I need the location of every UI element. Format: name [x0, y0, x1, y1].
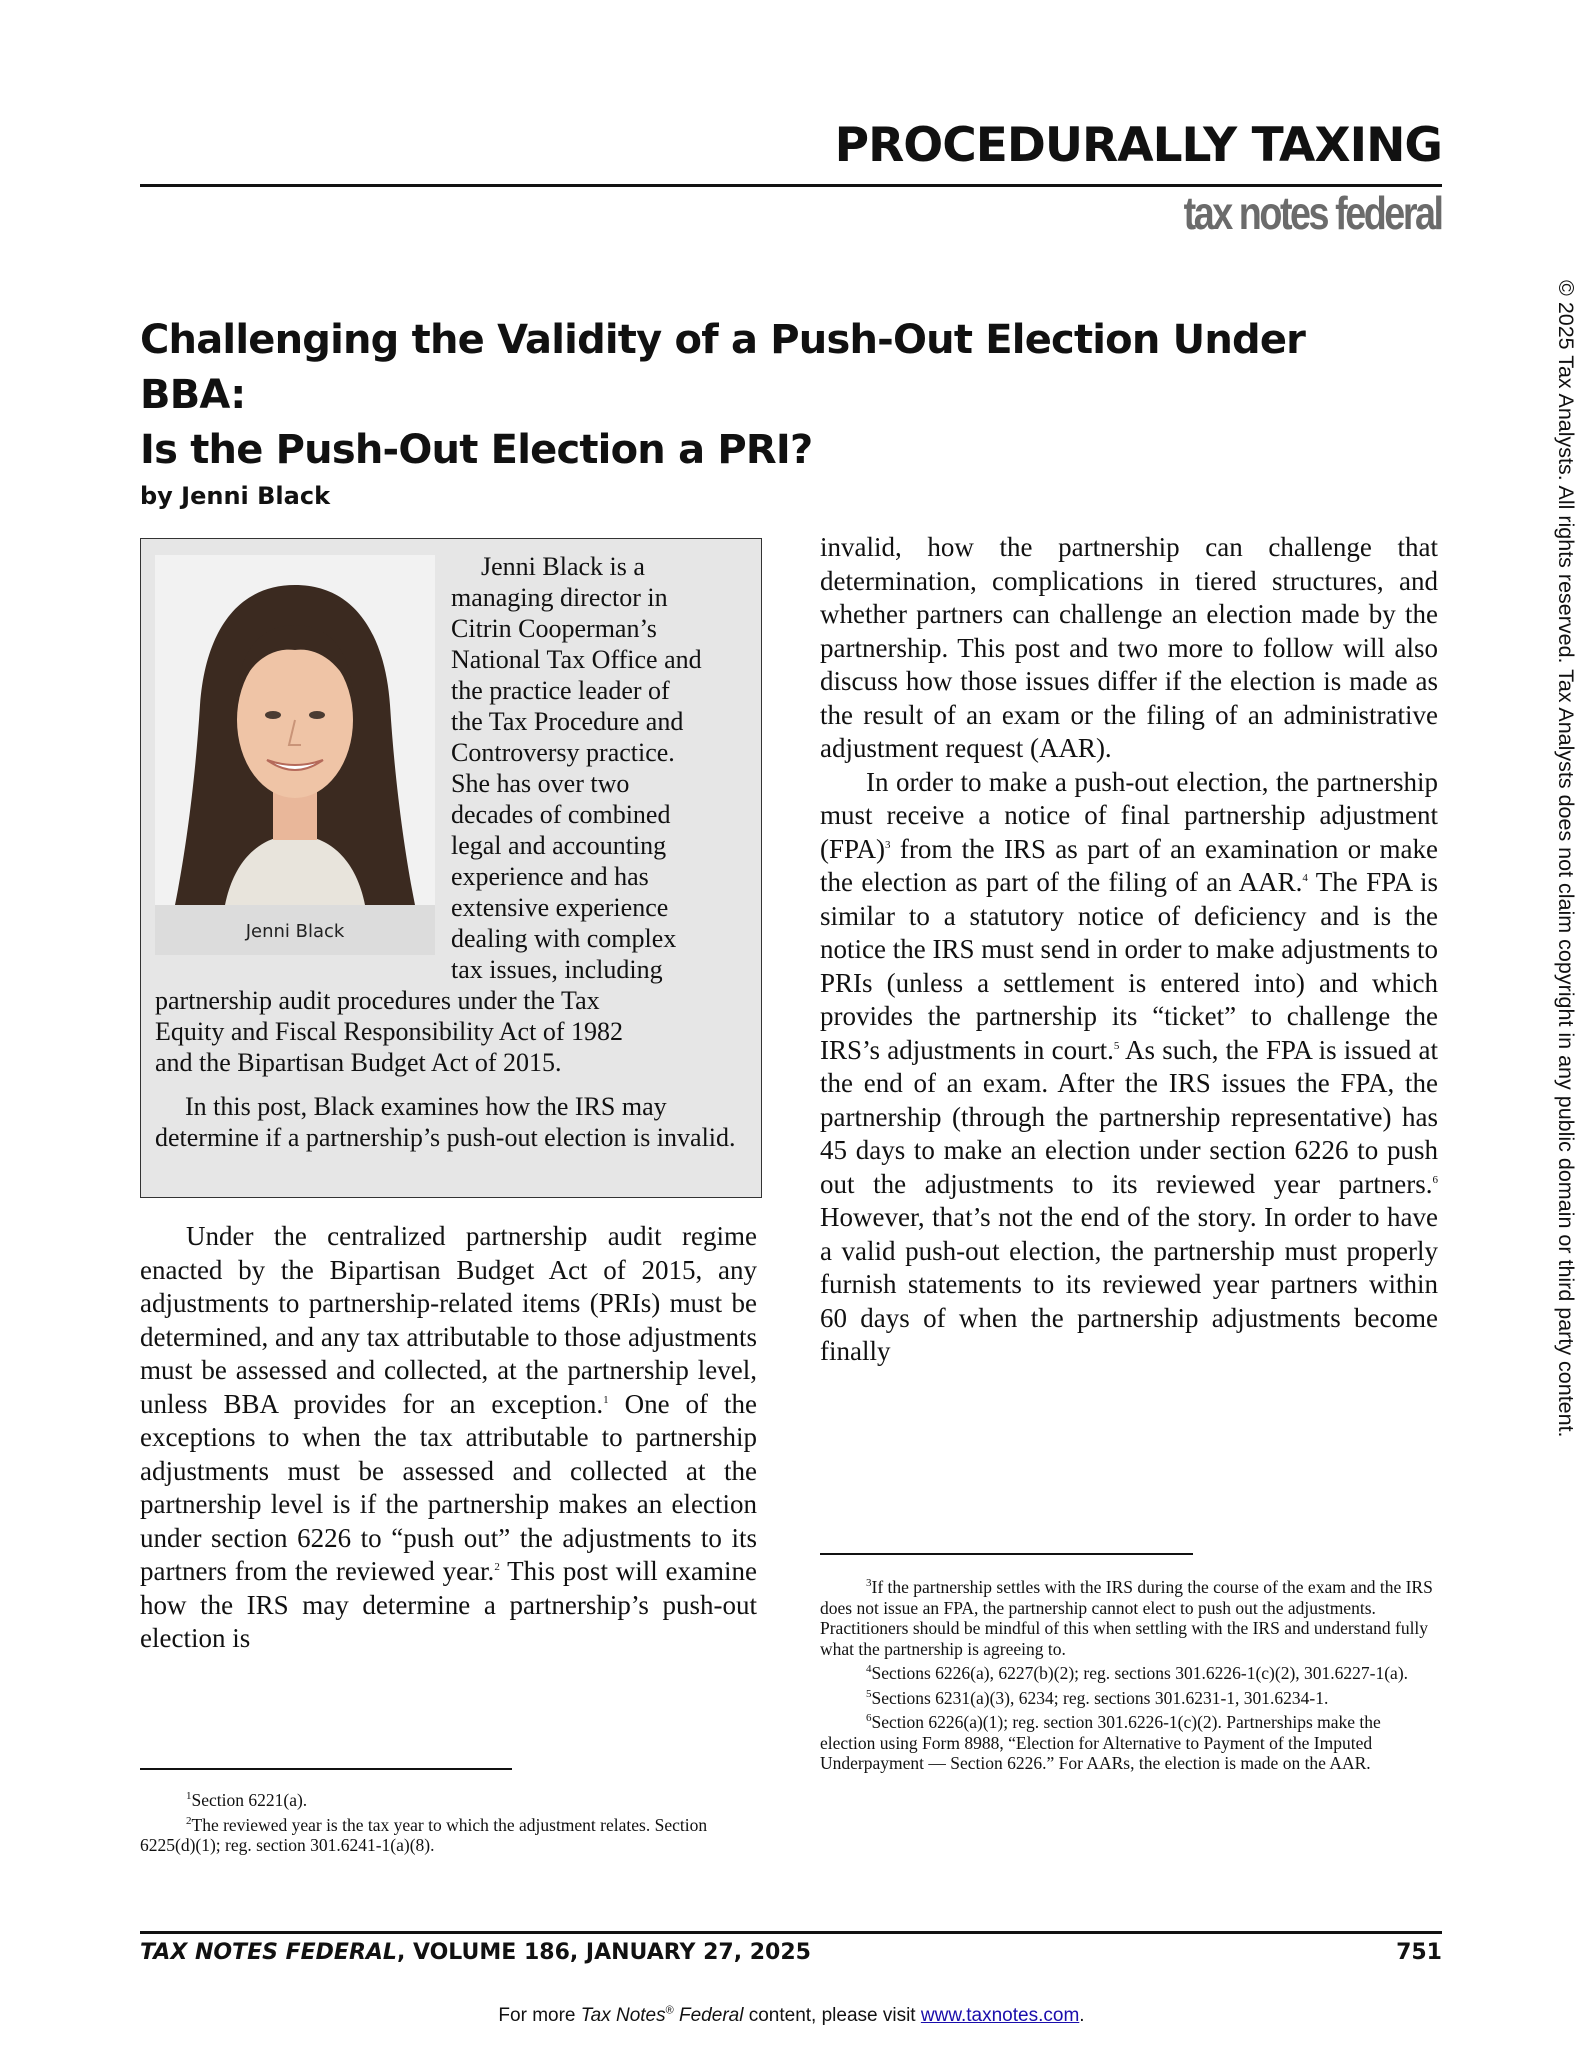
footer-rule [140, 1931, 1442, 1934]
footnote: $^6$Section 6226(a)(1); reg. section 301.6226-1(c)(2). Partnerships make the election using Form 8988, “Election for Alternative to Payment of the Imputed Underpayment — Section 6226.” For AARs, the election is made on the AAR. [820, 1712, 1381, 1773]
bio-line: legal and accounting [451, 831, 667, 860]
bio-line: experience and has [451, 862, 649, 891]
article-headline [140, 313, 1380, 478]
footnote: $^4$Sections 6226(a), 6227(b)(2); reg. sections 301.6226-1(c)(2), 301.6227-1(a). [866, 1663, 1409, 1683]
footnote: $^1$Section 6221(a). [186, 1790, 308, 1810]
copyright-notice: © 2025 Tax Analysts. All rights reserved. Tax Analysts does not claim copyright in any public domain or third party content. [1554, 280, 1578, 1438]
footnote-rule [820, 1553, 1193, 1555]
bio-line: Citrin Cooperman’s [451, 614, 657, 643]
body-paragraph: Under the centralized partnership audit regime enacted by the Bipartisan Budget Act of 2015, any adjustments to partnership-related items (PRIs) must be determined, and any tax attributable to those adjustments must be assessed and collected, at the partnership level, unless BBA provides for an exception.$^1$ One of the exceptions to when the tax attributable to partnership adjustments must be assessed and collected at the partnership level is if the partnership makes an election under section 6226 to “push out” the adjustments to its partners from the reviewed year.$^2$ This post will examine how the IRS may determine a partnership’s push-out election is [140, 1221, 758, 1653]
author-bio-box [140, 538, 762, 1198]
bio-line: She has over two [451, 769, 630, 798]
visit-notice: For more Tax Notes® Federal content, please visit www.taxnotes.com. [498, 2004, 1085, 2026]
author-bio-continued [155, 985, 751, 1078]
footnote: $^3$If the partnership settles with the IRS during the course of the exam and the IRS does not issue an FPA, the partnership cannot elect to push out the adjustments. Practitioners should be mindful of this when settling with the IRS and understand fully what the partnership is agreeing to. [820, 1577, 1433, 1659]
author-bio-text [451, 551, 751, 985]
headline-line-2: Is the Push-Out Election a PRI? [140, 427, 813, 473]
footnote-ref: 2 [494, 1561, 500, 1573]
bio-line: Equity and Fiscal Responsibility Act of 1982 [155, 1017, 623, 1046]
photo-caption: Jenni Black [245, 921, 345, 942]
footnote: $^2$The reviewed year is the tax year to which the adjustment relates. Section 6225(d)(1); reg. section 301.6241-1(a)(8). [140, 1814, 708, 1855]
footnotes-left [140, 1790, 757, 1860]
taxnotes-link[interactable]: www.taxnotes.com [920, 2005, 1080, 2026]
footnotes-right [820, 1577, 1438, 1778]
bio-line: the practice leader of [451, 676, 670, 705]
issue-details: , VOLUME 186, JANUARY 27, 2025 [396, 1940, 811, 1965]
bio-line: and the Bipartisan Budget Act of 2015. [155, 1048, 562, 1077]
bio-line: tax issues, including [451, 955, 663, 984]
article-summary: In this post, Black examines how the IRS may determine if a partnership’s push-out election is invalid. [155, 1092, 736, 1152]
body-left-column [140, 1220, 757, 1656]
footnote-ref: 4 [1302, 872, 1308, 884]
footnote-rule [140, 1768, 512, 1770]
page-number: 751 [1396, 1940, 1442, 1965]
brand-logo: tax notes federal [1184, 187, 1442, 239]
section-title: PROCEDURALLY TAXING [834, 118, 1442, 173]
body-paragraph: invalid, how the partnership can challenge that determination, complications in tiered structures, and whether partners can challenge an election made by the partnership. This post and two more to follow will also discuss how those issues differ if the election is made as the result of an exam or the filing of an administrative adjustment request (AAR). [820, 532, 1438, 763]
bio-line: the Tax Procedure and [451, 707, 684, 736]
bio-line: managing director in [451, 583, 668, 612]
bio-line: partnership audit procedures under the Tax [155, 986, 600, 1015]
bio-line: decades of combined [451, 800, 671, 829]
headline-line-1: Challenging the Validity of a Push-Out Election Under BBA: [140, 317, 1306, 418]
footnote-ref: 3 [885, 838, 891, 851]
footnote: $^5$Sections 6231(a)(3), 6234; reg. sections 301.6231-1, 301.6234-1. [866, 1687, 1329, 1708]
footer-issue-info [140, 1940, 811, 1965]
body-right-column [820, 531, 1438, 1369]
bio-line: National Tax Office and [451, 645, 702, 674]
footnote-ref: 1 [603, 1393, 609, 1406]
bio-line: Controversy practice. [451, 738, 675, 767]
footnote-ref: 5 [1113, 1039, 1120, 1052]
body-paragraph: In order to make a push-out election, the partnership must receive a notice of final partnership adjustment (FPA)$^3$ from the IRS as part of an examination or make the election as part of the filing of an AAR.$^4$ The FPA is similar to a statutory notice of deficiency and is the notice the IRS must send in order to make adjustments to PRIs (unless a settlement is entered into) and which provides the partnership its “ticket” to challenge the IRS’s adjustments in court.$^5$ As such, the FPA is issued at the end of an exam. After the IRS issues the FPA, the partnership (through the partnership representative) has 45 days to make an election under section 6226 to push out the adjustments to its reviewed year partners.$^6$ However, that’s not the end of the story. In order to have a valid push-out election, the partnership must properly furnish statements to its reviewed year partners within 60 days of when the partnership adjustments become finally [820, 766, 1438, 1366]
author-photo-panel [155, 555, 435, 955]
publication-name: TAX NOTES FEDERAL [140, 1940, 397, 1965]
bio-line: dealing with complex [451, 924, 677, 953]
bio-line: extensive experience [451, 893, 669, 922]
bio-line: Jenni Black is a [481, 552, 645, 581]
author-portrait-illustration [155, 555, 435, 905]
byline: by Jenni Black [140, 482, 331, 510]
footnote-ref: 6 [1432, 1173, 1438, 1186]
author-photo [155, 555, 435, 905]
